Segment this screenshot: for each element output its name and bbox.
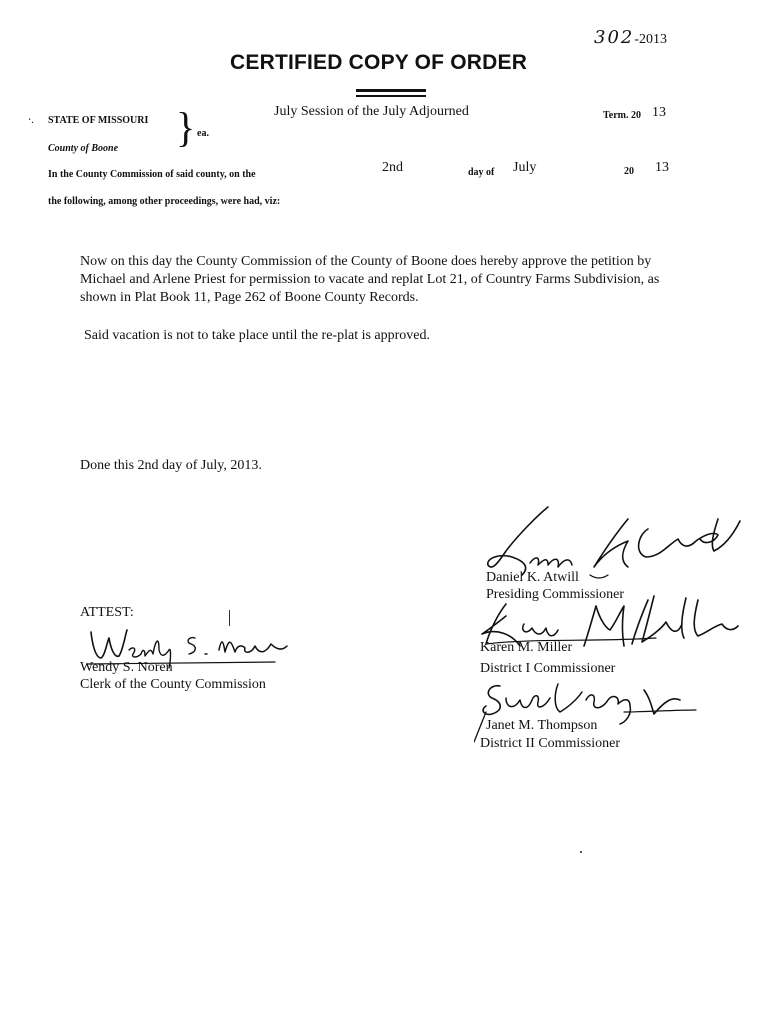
day-of-label: day of [468, 167, 495, 178]
attest-label: ATTEST: [80, 605, 134, 620]
commissioner-title-thompson: District II Commissioner [480, 736, 620, 751]
title-underline [356, 89, 426, 92]
bracket-brace: } [176, 103, 196, 152]
commissioner-title-miller: District I Commissioner [480, 661, 616, 676]
commissioner-name-atwill: Daniel K. Atwill [486, 570, 579, 585]
commissioner-name-miller: Karen M. Miller [480, 640, 573, 655]
county-label: County of Boone [48, 143, 119, 154]
commissioner-title-atwill: Presiding Commissioner [486, 587, 625, 602]
ss-label: ea. [197, 128, 209, 139]
term-label: Term. 20 [603, 110, 641, 121]
condition-paragraph: Said vacation is not to take place until the re-plat is approved. [84, 328, 431, 343]
session-text: July Session of the July Adjourned [274, 104, 469, 119]
proceedings-prefix: In the County Commission of said county, on the [48, 169, 256, 180]
clerk-title: Clerk of the County Commission [80, 677, 266, 692]
state-label: STATE OF MISSOURI [48, 115, 149, 126]
order-number [594, 27, 667, 48]
commissioner-name-thompson: Janet M. Thompson [486, 718, 598, 733]
year-prefix: 20 [624, 166, 634, 177]
term-year: 13 [652, 105, 666, 120]
following-line: the following, among other proceedings, were had, viz: [48, 196, 281, 207]
done-line: Done this 2nd day of July, 2013. [80, 458, 262, 473]
session-year: 13 [655, 160, 669, 175]
document-title: CERTIFIED COPY OF ORDER [230, 51, 528, 74]
title-underline-second [356, 95, 426, 97]
clerk-name: Wendy S. Noren [80, 660, 173, 675]
order-number-value: 302 [594, 27, 635, 48]
margin-mark: ∙. [28, 112, 34, 126]
order-year-suffix: -2013 [634, 32, 668, 47]
scan-speck [580, 851, 582, 853]
order-paragraph: Now on this day the County Commission of the County of Boone does hereby approve the petition by Michael and Arlene Priest for permission to vacate and replat Lot 21, of Country Farms Subdivision, as shown in Plat Book 11, Page 262 of Boone County Records. [80, 254, 660, 305]
session-month: July [513, 160, 537, 175]
session-day: 2nd [382, 160, 403, 175]
